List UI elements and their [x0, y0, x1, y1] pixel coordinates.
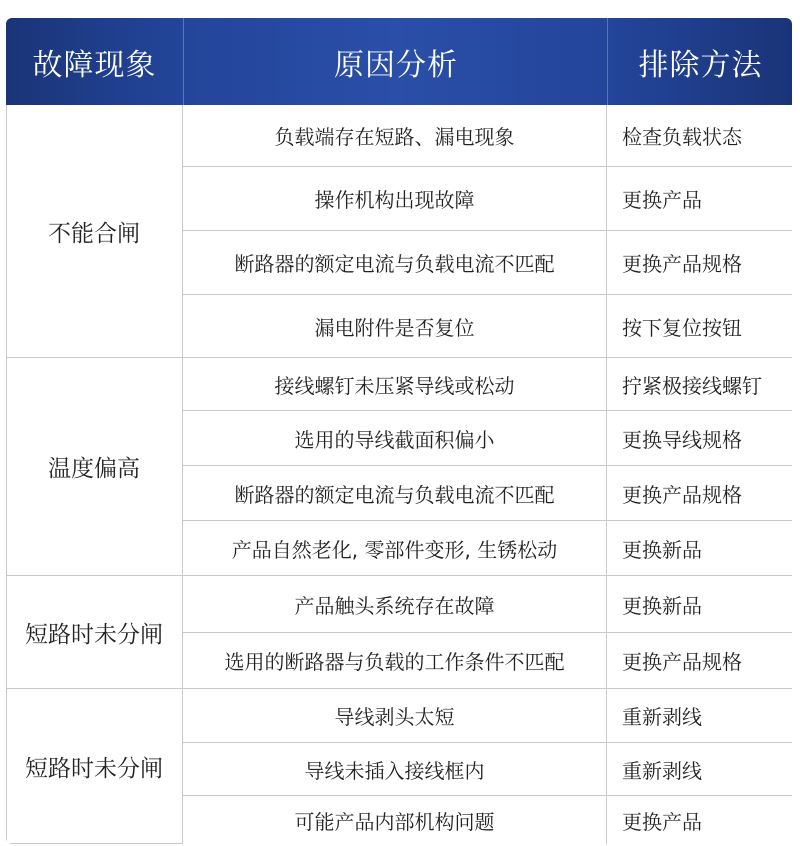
- cause-cell: 漏电附件是否复位: [183, 295, 607, 357]
- cause-cell: 选用的断路器与负载的工作条件不匹配: [183, 633, 607, 688]
- header-cause: 原因分析: [183, 18, 608, 105]
- header-symptom: 故障现象: [6, 18, 183, 105]
- remedy-cell: 重新剥线: [622, 758, 702, 783]
- remedy-cell: 检查负载状态: [622, 125, 742, 149]
- table-row: [183, 466, 792, 521]
- cause-cell: 导线未插入接线框内: [183, 743, 607, 795]
- cause-cell: 负载端存在短路、漏电现象: [183, 105, 607, 166]
- table-row: [183, 231, 792, 295]
- remedy-cell: 拧紧极接线螺钉: [622, 373, 762, 398]
- remedy-cell: 按下复位按钮: [622, 315, 742, 340]
- cause-cell: 产品触头系统存在故障: [183, 576, 607, 632]
- remedy-cell: 更换导线规格: [622, 427, 742, 452]
- remedy-cell: 更换产品: [622, 809, 702, 834]
- cause-cell: 断路器的额定电流与负载电流不匹配: [183, 231, 607, 294]
- cause-cell: 操作机构出现故障: [183, 167, 607, 230]
- table-row: [183, 105, 792, 167]
- fault-table: [6, 18, 792, 844]
- remedy-cell: 更换产品规格: [622, 482, 742, 507]
- table-row: [183, 167, 792, 231]
- cause-cell: 选用的导线截面积偏小: [183, 411, 607, 465]
- cause-cell: 断路器的额定电流与负载电流不匹配: [183, 466, 607, 520]
- cause-cell: 导线剥头太短: [183, 689, 607, 742]
- table-row: [183, 743, 792, 796]
- remedy-cell: 更换产品规格: [622, 252, 742, 276]
- remedy-cell: 更换产品: [622, 188, 702, 212]
- table-row: [183, 796, 792, 844]
- cause-cell: 接线螺钉未压紧导线或松动: [183, 358, 607, 410]
- table-row: [183, 295, 792, 358]
- remedy-cell: 重新剥线: [622, 705, 702, 729]
- table-row: [183, 411, 792, 466]
- cause-cell: 可能产品内部机构问题: [183, 796, 607, 844]
- table-row: [183, 521, 792, 576]
- remedy-cell: 更换新品: [622, 537, 702, 562]
- table-row: [183, 633, 792, 689]
- header-remedy: 排除方法: [607, 18, 792, 105]
- table-row: [183, 689, 792, 743]
- remedy-cell: 更换产品规格: [622, 650, 742, 674]
- remedy-cell: 更换新品: [622, 593, 702, 618]
- table-row: [183, 576, 792, 633]
- table-row: [183, 358, 792, 411]
- symptom-cell: 短路时未分闸: [6, 576, 183, 689]
- symptom-cell: 短路时未分闸: [6, 689, 183, 844]
- symptom-cell: 不能合闸: [6, 105, 183, 358]
- symptom-cell: 温度偏高: [6, 358, 183, 576]
- cause-cell: 产品自然老化, 零部件变形, 生锈松动: [183, 521, 607, 575]
